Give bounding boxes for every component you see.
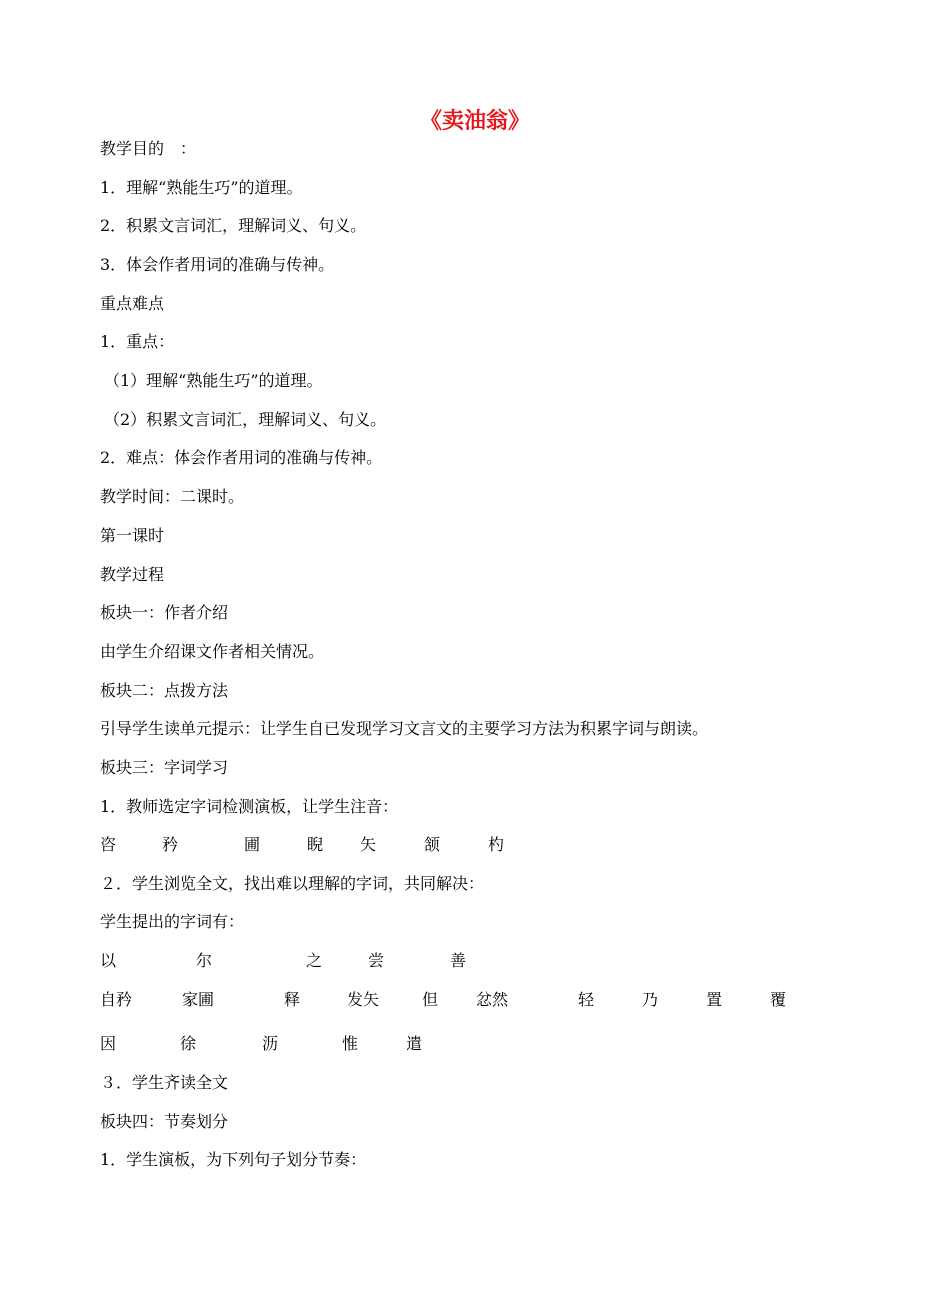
pinyin-word: 矢: [360, 835, 377, 854]
difficult-word: 但: [422, 990, 439, 1009]
pinyin-word: 杓: [488, 835, 505, 854]
difficult-word: 忿然: [476, 990, 509, 1009]
difficult-word: 沥: [262, 1034, 279, 1053]
pinyin-word: 睨: [307, 835, 324, 854]
difficult-word: 之: [306, 951, 323, 970]
difficult-word: 尔: [196, 951, 213, 970]
difficult-word: 家圃: [182, 990, 215, 1009]
block-3-item-1: 1．教师选定字词检测演板，让学生注音：: [100, 797, 399, 816]
difficult-word: 置: [706, 990, 723, 1009]
block-1-heading: 板块一：作者介绍: [100, 603, 229, 622]
pinyin-word: 圃: [244, 835, 261, 854]
section-heading-key-points: 重点难点: [100, 294, 165, 313]
difficult-word: 遣: [406, 1034, 423, 1053]
difficult-word: 自矜: [100, 990, 133, 1009]
pinyin-word: 咨: [100, 835, 117, 854]
key-point-heading: 1．重点：: [100, 332, 175, 351]
difficult-word: 覆: [770, 990, 787, 1009]
teaching-time: 教学时间：二课时。: [100, 487, 245, 506]
block-3-item-2: ２．学生浏览全文，找出难以理解的字词，共同解决：: [100, 874, 485, 893]
difficult-point: 2．难点：体会作者用词的准确与传神。: [100, 448, 383, 467]
difficult-word: 惟: [342, 1034, 359, 1053]
key-point-item-2: （2）积累文言词汇，理解词义、句义。: [104, 410, 387, 429]
block-3-heading: 板块三：字词学习: [100, 758, 229, 777]
block-1-text: 由学生介绍课文作者相关情况。: [100, 642, 325, 661]
difficult-word: 善: [450, 951, 467, 970]
difficult-word: 徐: [180, 1034, 197, 1053]
pinyin-word: 矜: [162, 835, 179, 854]
difficult-word: 轻: [578, 990, 595, 1009]
section-heading-objectives: 教学目的 ：: [100, 139, 197, 158]
objective-item-3: 3．体会作者用词的准确与传神。: [100, 255, 335, 274]
difficult-word: 尝: [368, 951, 385, 970]
difficult-word: 发矢: [347, 990, 380, 1009]
document-title: 《卖油翁》: [419, 109, 530, 134]
objective-item-2: 2．积累文言词汇，理解词义、句义。: [100, 216, 367, 235]
difficult-word: 释: [284, 990, 301, 1009]
pinyin-word: 颔: [424, 835, 441, 854]
difficult-word: 以: [100, 951, 117, 970]
block-3-item-3: ３．学生齐读全文: [100, 1073, 229, 1092]
key-point-item-1: （1）理解“熟能生巧”的道理。: [104, 371, 323, 390]
difficult-word: 乃: [642, 990, 659, 1009]
lesson-heading: 第一课时: [100, 526, 165, 545]
process-heading: 教学过程: [100, 565, 165, 584]
difficult-word: 因: [100, 1034, 117, 1053]
student-words-label: 学生提出的字词有：: [100, 912, 245, 931]
block-4-item-1: 1．学生演板，为下列句子划分节奏：: [100, 1150, 367, 1169]
block-2-text: 引导学生读单元提示：让学生自已发现学习文言文的主要学习方法为积累字词与朗读。: [100, 719, 709, 738]
block-2-heading: 板块二：点拨方法: [100, 681, 229, 700]
objective-item-1: 1．理解“熟能生巧”的道理。: [100, 178, 303, 197]
block-4-heading: 板块四：节奏划分: [100, 1112, 229, 1131]
